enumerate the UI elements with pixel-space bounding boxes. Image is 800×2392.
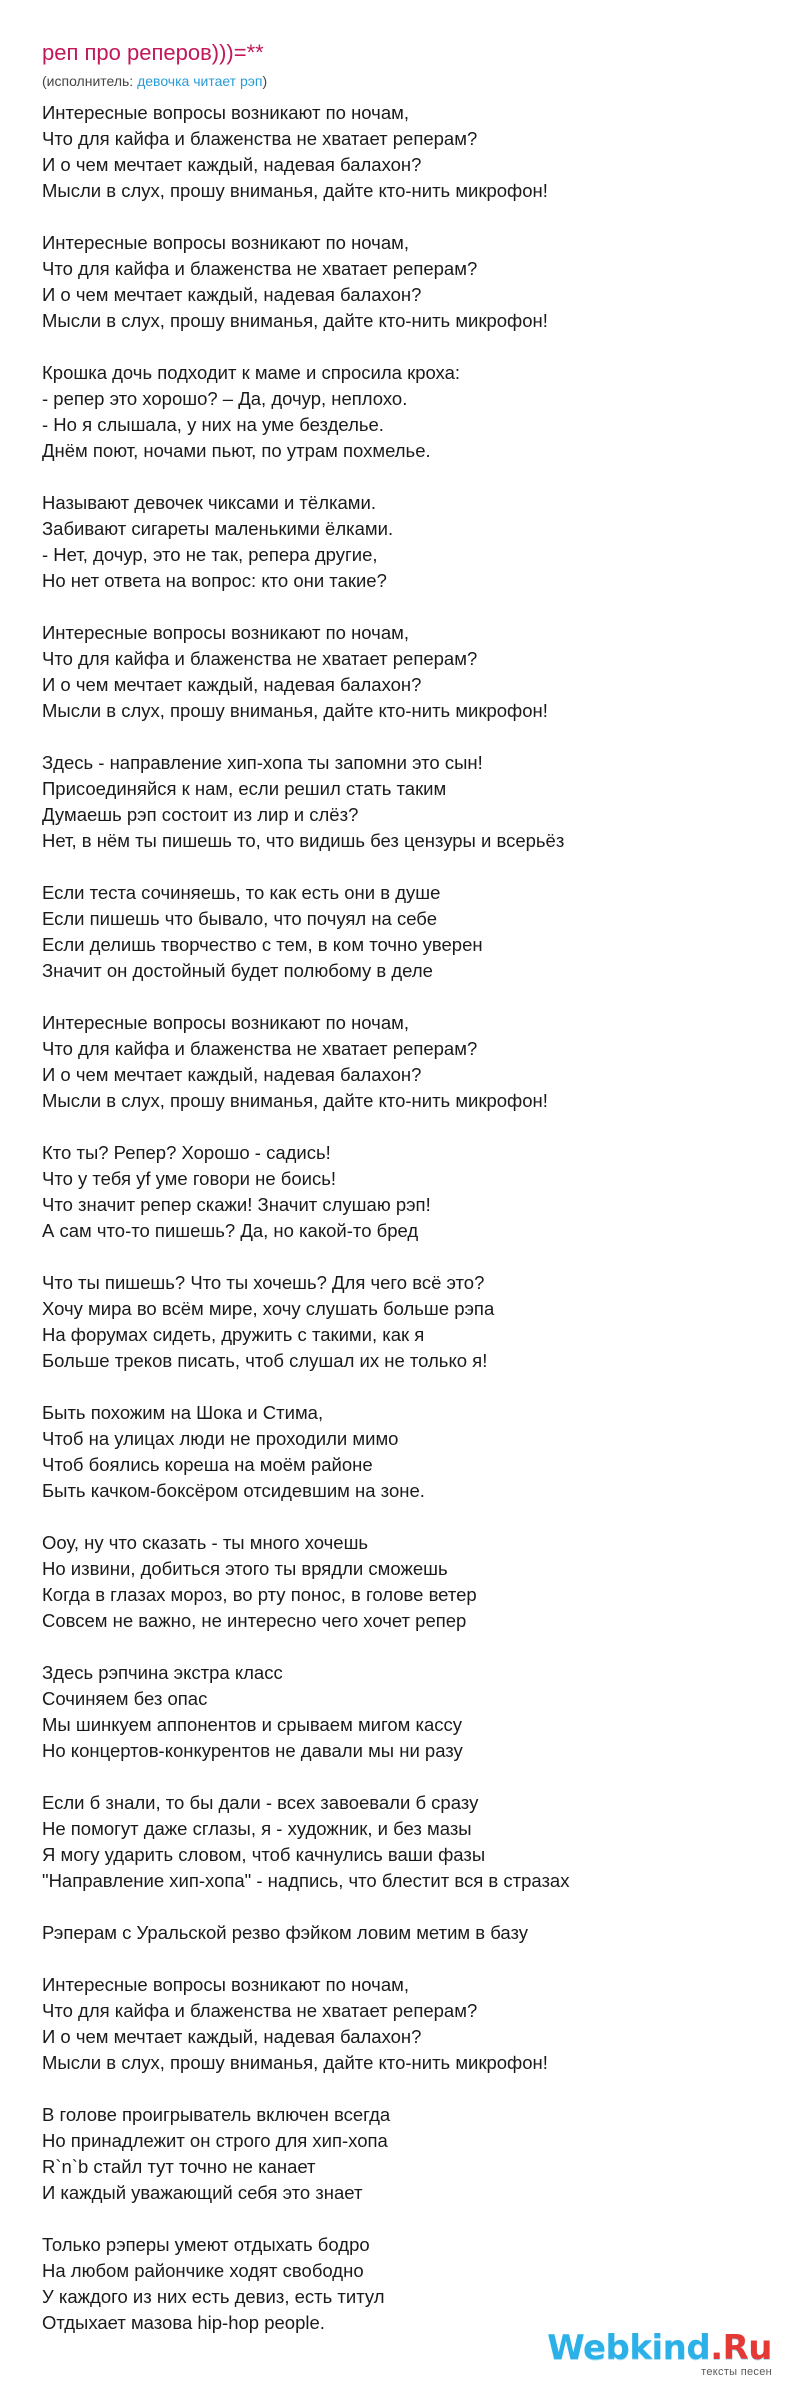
lyrics-line: Мысли в слух, прошу вниманья, дайте кто-нить микрофон! [42,2052,548,2073]
lyrics-line: Здесь - направление хип-хопа ты запомни это сын! [42,752,483,773]
artist-suffix: ) [262,73,268,89]
lyrics-line: Если делишь творчество с тем, в ком точно уверен [42,934,483,955]
song-title: реп про реперов)))=** [42,40,264,65]
lyrics-line: И о чем мечтает каждый, надевая балахон? [42,1064,422,1085]
lyrics-line: На любом райончике ходят свободно [42,2260,364,2281]
artist-line [42,72,267,90]
lyrics-stanza [42,360,782,464]
lyrics-line: Чтоб на улицах люди не проходили мимо [42,1428,399,1449]
lyrics-line: А сам что-то пишешь? Да, но какой-то бред [42,1220,419,1241]
lyrics-line: Что значит репер скажи! Значит слушаю рэп! [42,1194,431,1215]
lyrics-line: Хочу мира во всём мире, хочу слушать больше рэпа [42,1298,495,1319]
lyrics-line: Днём поют, ночами пьют, по утрам похмелье. [42,440,431,461]
lyrics-line: Что для кайфа и блаженства не хватает реперам? [42,648,478,669]
lyrics-stanza [42,1530,782,1634]
lyrics-line: Значит он достойный будет полюбому в деле [42,960,433,981]
lyrics-line: Что для кайфа и блаженства не хватает реперам? [42,1038,478,1059]
lyrics-line: Если теста сочиняешь, то как есть они в душе [42,882,441,903]
lyrics-line: - Нет, дочур, это не так, репера другие, [42,544,378,565]
lyrics-line: Быть похожим на Шока и Стима, [42,1402,324,1423]
artist-link[interactable]: девочка читает рэп [137,73,263,89]
logo-tagline: тексты песен [701,2366,772,2378]
lyrics-line: Мы шинкуем аппонентов и срываем мигом кассу [42,1714,463,1735]
lyrics-line: Мысли в слух, прошу вниманья, дайте кто-нить микрофон! [42,1090,548,1111]
lyrics-line: Интересные вопросы возникают по ночам, [42,1012,409,1033]
lyrics-line: И о чем мечтает каждый, надевая балахон? [42,674,422,695]
lyrics-line: У каждого из них есть девиз, есть титул [42,2286,385,2307]
lyrics-line: Но извини, добиться этого ты врядли сможешь [42,1558,448,1579]
lyrics-stanza [42,750,782,854]
lyrics-line: Что для кайфа и блаженства не хватает реперам? [42,128,478,149]
lyrics-line: И о чем мечтает каждый, надевая балахон? [42,284,422,305]
lyrics-line: Мысли в слух, прошу вниманья, дайте кто-нить микрофон! [42,700,548,721]
lyrics-stanza [42,100,782,204]
artist-prefix: (исполнитель: [42,73,138,89]
lyrics-stanza [42,1140,782,1244]
lyrics-stanza [42,1270,782,1374]
lyrics-stanza [42,1920,782,1946]
lyrics-line: Не помогут даже сглазы, я - художник, и без мазы [42,1818,472,1839]
lyrics-body [42,100,782,2362]
lyrics-line: Что для кайфа и блаженства не хватает реперам? [42,2000,478,2021]
lyrics-line: R`n`b стайл тут точно не канает [42,2156,316,2177]
lyrics-stanza [42,230,782,334]
lyrics-line: Быть качком-боксёром отсидевшим на зоне. [42,1480,425,1501]
lyrics-line: Думаешь рэп состоит из лир и слёз? [42,804,359,825]
lyrics-stanza [42,1400,782,1504]
lyrics-line: Интересные вопросы возникают по ночам, [42,232,409,253]
lyrics-line: Здесь рэпчина экстра класс [42,1662,283,1683]
lyrics-line: Я могу ударить словом, чтоб качнулись ваши фазы [42,1844,486,1865]
lyrics-line: На форумах сидеть, дружить с такими, как я [42,1324,425,1345]
lyrics-line: И каждый уважающий себя это знает [42,2182,363,2203]
lyrics-line: Отдыхает мазова hip-hop people. [42,2312,325,2333]
lyrics-line: - репер это хорошо? – Да, дочур, неплохо. [42,388,408,409]
lyrics-stanza [42,880,782,984]
webkind-logo[interactable] [547,2328,772,2378]
lyrics-line: Мысли в слух, прошу вниманья, дайте кто-нить микрофон! [42,180,548,201]
lyrics-line: Только рэперы умеют отдыхать бодро [42,2234,370,2255]
lyrics-line: Забивают сигареты маленькими ёлками. [42,518,394,539]
lyrics-stanza [42,490,782,594]
lyrics-line: Нет, в нём ты пишешь то, что видишь без цензуры и всерьёз [42,830,565,851]
lyrics-line: Называют девочек чиксами и тёлками. [42,492,376,513]
lyrics-line: Если б знали, то бы дали - всех завоевали б сразу [42,1792,479,1813]
lyrics-line: Но нет ответа на вопрос: кто они такие? [42,570,387,591]
lyrics-line: И о чем мечтает каждый, надевая балахон? [42,154,422,175]
lyrics-line: Что для кайфа и блаженства не хватает реперам? [42,258,478,279]
lyrics-line: Чтоб боялись кореша на моём районе [42,1454,373,1475]
lyrics-stanza [42,1790,782,1894]
lyrics-line: Когда в глазах мороз, во рту понос, в голове ветер [42,1584,477,1605]
logo-wordmark: Webkind.Ru [547,2328,772,2368]
lyrics-stanza [42,620,782,724]
lyrics-line: Рэперам с Уральской резво фэйком ловим метим в базу [42,1922,529,1943]
lyrics-line: Крошка дочь подходит к маме и спросила кроха: [42,362,461,383]
lyrics-stanza [42,2102,782,2206]
lyrics-line: Интересные вопросы возникают по ночам, [42,102,409,123]
lyrics-line: Больше треков писать, чтоб слушал их не только я! [42,1350,488,1371]
lyrics-line: И о чем мечтает каждый, надевая балахон? [42,2026,422,2047]
lyrics-line: Что у тебя yf уме говори не боись! [42,1168,337,1189]
lyrics-line: Кто ты? Репер? Хорошо - садись! [42,1142,331,1163]
lyrics-stanza [42,1660,782,1764]
lyrics-line: Мысли в слух, прошу вниманья, дайте кто-нить микрофон! [42,310,548,331]
lyrics-line: Интересные вопросы возникают по ночам, [42,1974,409,1995]
lyrics-stanza [42,1972,782,2076]
lyrics-line: В голове проигрыватель включен всегда [42,2104,391,2125]
lyrics-line: Если пишешь что бывало, что почуял на себе [42,908,437,929]
lyrics-stanza [42,2232,782,2336]
lyrics-line: Совсем не важно, не интересно чего хочет репер [42,1610,467,1631]
lyrics-line: Что ты пишешь? Что ты хочешь? Для чего всё это? [42,1272,485,1293]
lyrics-line: - Но я слышала, у них на уме безделье. [42,414,384,435]
lyrics-line: "Направление хип-хопа" - надпись, что блестит вся в стразах [42,1870,570,1891]
lyrics-line: Сочиняем без опас [42,1688,208,1709]
lyrics-line: Интересные вопросы возникают по ночам, [42,622,409,643]
lyrics-line: Но концертов-конкурентов не давали мы ни разу [42,1740,463,1761]
lyrics-line: Ооу, ну что сказать - ты много хочешь [42,1532,369,1553]
lyrics-stanza [42,1010,782,1114]
lyrics-line: Но принадлежит он строго для хип-хопа [42,2130,388,2151]
lyrics-line: Присоединяйся к нам, если решил стать таким [42,778,447,799]
